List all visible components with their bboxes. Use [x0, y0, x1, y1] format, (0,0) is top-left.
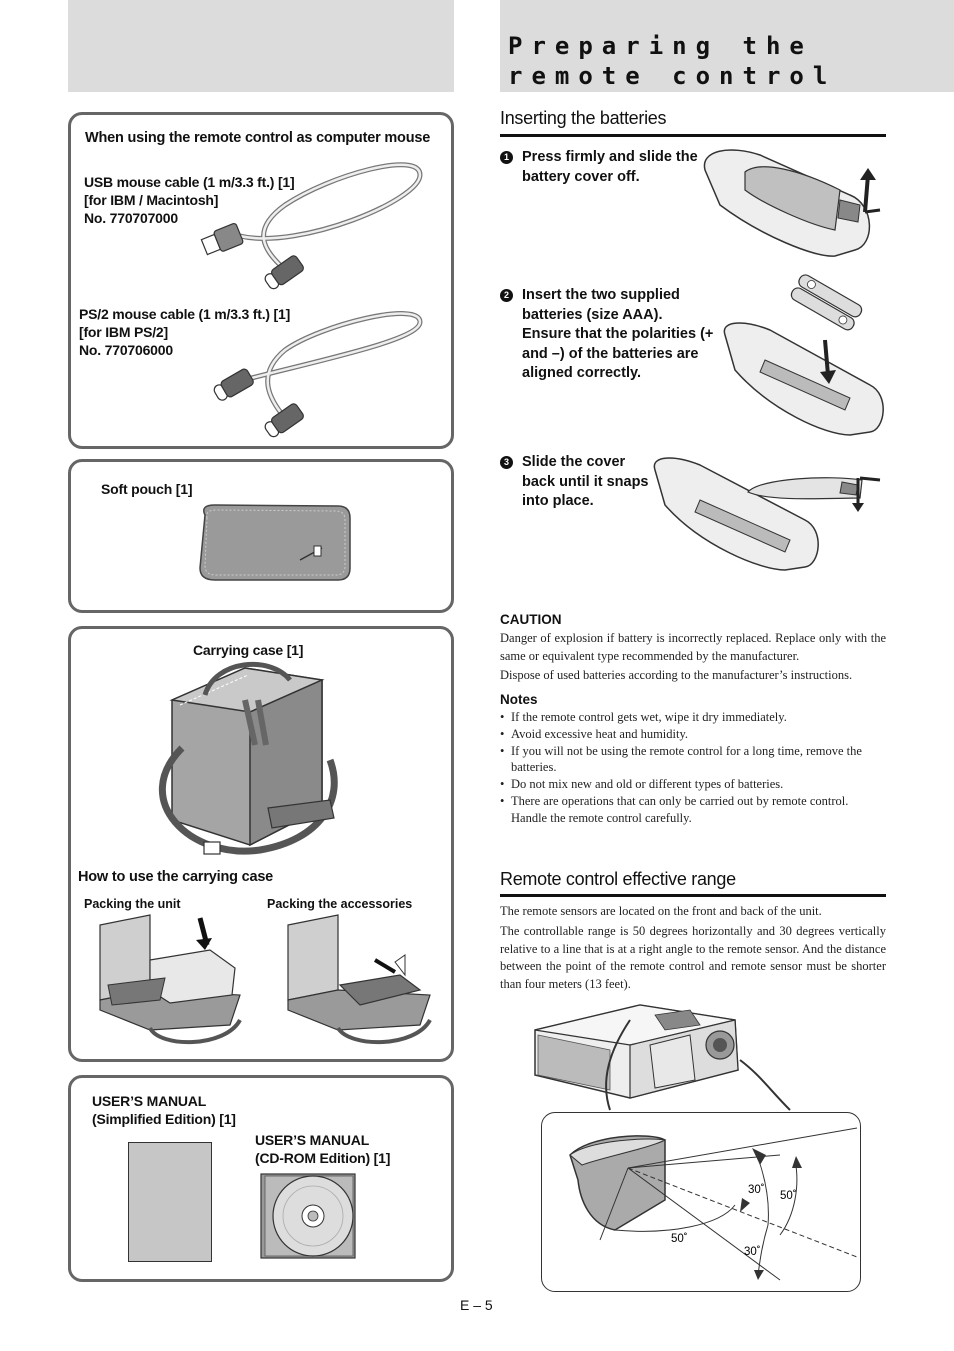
packing-unit-label: Packing the unit: [84, 897, 181, 911]
list-item: • If the remote control gets wet, wipe it dry immediately.: [500, 709, 886, 726]
step-number-badge: 1: [500, 151, 513, 164]
carrying-case-howto-heading: How to use the carrying case: [78, 869, 274, 885]
angle-label-right-50: 50˚: [780, 1190, 797, 1202]
angle-label-upper-30: 30˚: [748, 1184, 765, 1196]
notes-heading: Notes: [500, 692, 538, 707]
angle-label-left-50: 50˚: [671, 1233, 688, 1245]
list-item: • If you will not be using the remote control for a long time, remove the batteries.: [500, 743, 886, 777]
battery-step-1-text: Press firmly and slide the battery cover off.: [522, 149, 698, 185]
caution-heading: CAUTION: [500, 612, 562, 627]
step-number-badge: 2: [500, 289, 513, 302]
mouse-heading: When using the remote control as computer mouse: [85, 130, 431, 146]
batteries-heading: Inserting the batteries: [500, 108, 667, 128]
soft-pouch-label: Soft pouch [1]: [101, 481, 193, 497]
battery-step-2-text: Insert the two supplied batteries (size AAA). Ensure that the polarities (+ and –) of the batteries are aligned correctly.: [522, 287, 714, 381]
angle-label-lower-30: 30˚: [744, 1246, 761, 1258]
page-title: Preparing the remote control: [508, 32, 837, 90]
page-number: E – 5: [460, 1297, 493, 1313]
list-item: • Do not mix new and old or different types of batteries.: [500, 776, 886, 793]
range-text-2: The controllable range is 50 degrees horizontally and 30 degrees vertically relative to a line that is at a right angle to the remote sensor. And the distance between the point of the remote control and remote sensor must be shorter than four meters (13 feet).: [500, 924, 886, 991]
list-item: • There are operations that can only be carried out by remote control. Handle the remote control carefully.: [500, 793, 886, 827]
usb-cable-label: USB mouse cable (1 m/3.3 ft.) [1] [for IBM / Macintosh] No. 770707000: [84, 174, 295, 226]
list-item: • Avoid excessive heat and humidity.: [500, 726, 886, 743]
simplified-manual-label: USER’S MANUAL (Simplified Edition) [1]: [92, 1093, 236, 1127]
step-number-badge: 3: [500, 456, 513, 469]
ps2-cable-label: PS/2 mouse cable (1 m/3.3 ft.) [1] [for IBM PS/2] No. 770706000: [79, 306, 291, 358]
caution-text-2: Dispose of used batteries according to the manufacturer’s instructions.: [500, 668, 853, 682]
range-heading: Remote control effective range: [500, 869, 736, 889]
caution-text-1: Danger of explosion if battery is incorrectly replaced. Replace only with the same or equivalent type recommended by the manufacturer.: [500, 631, 886, 663]
range-text-1: The remote sensors are located on the front and back of the unit.: [500, 904, 822, 918]
carrying-case-label: Carrying case [1]: [193, 642, 304, 658]
packing-accessories-label: Packing the accessories: [267, 897, 413, 911]
cdrom-manual-label: USER’S MANUAL (CD-ROM Edition) [1]: [255, 1132, 391, 1166]
battery-step-3-text: Slide the cover back until it snaps into place.: [522, 454, 649, 509]
